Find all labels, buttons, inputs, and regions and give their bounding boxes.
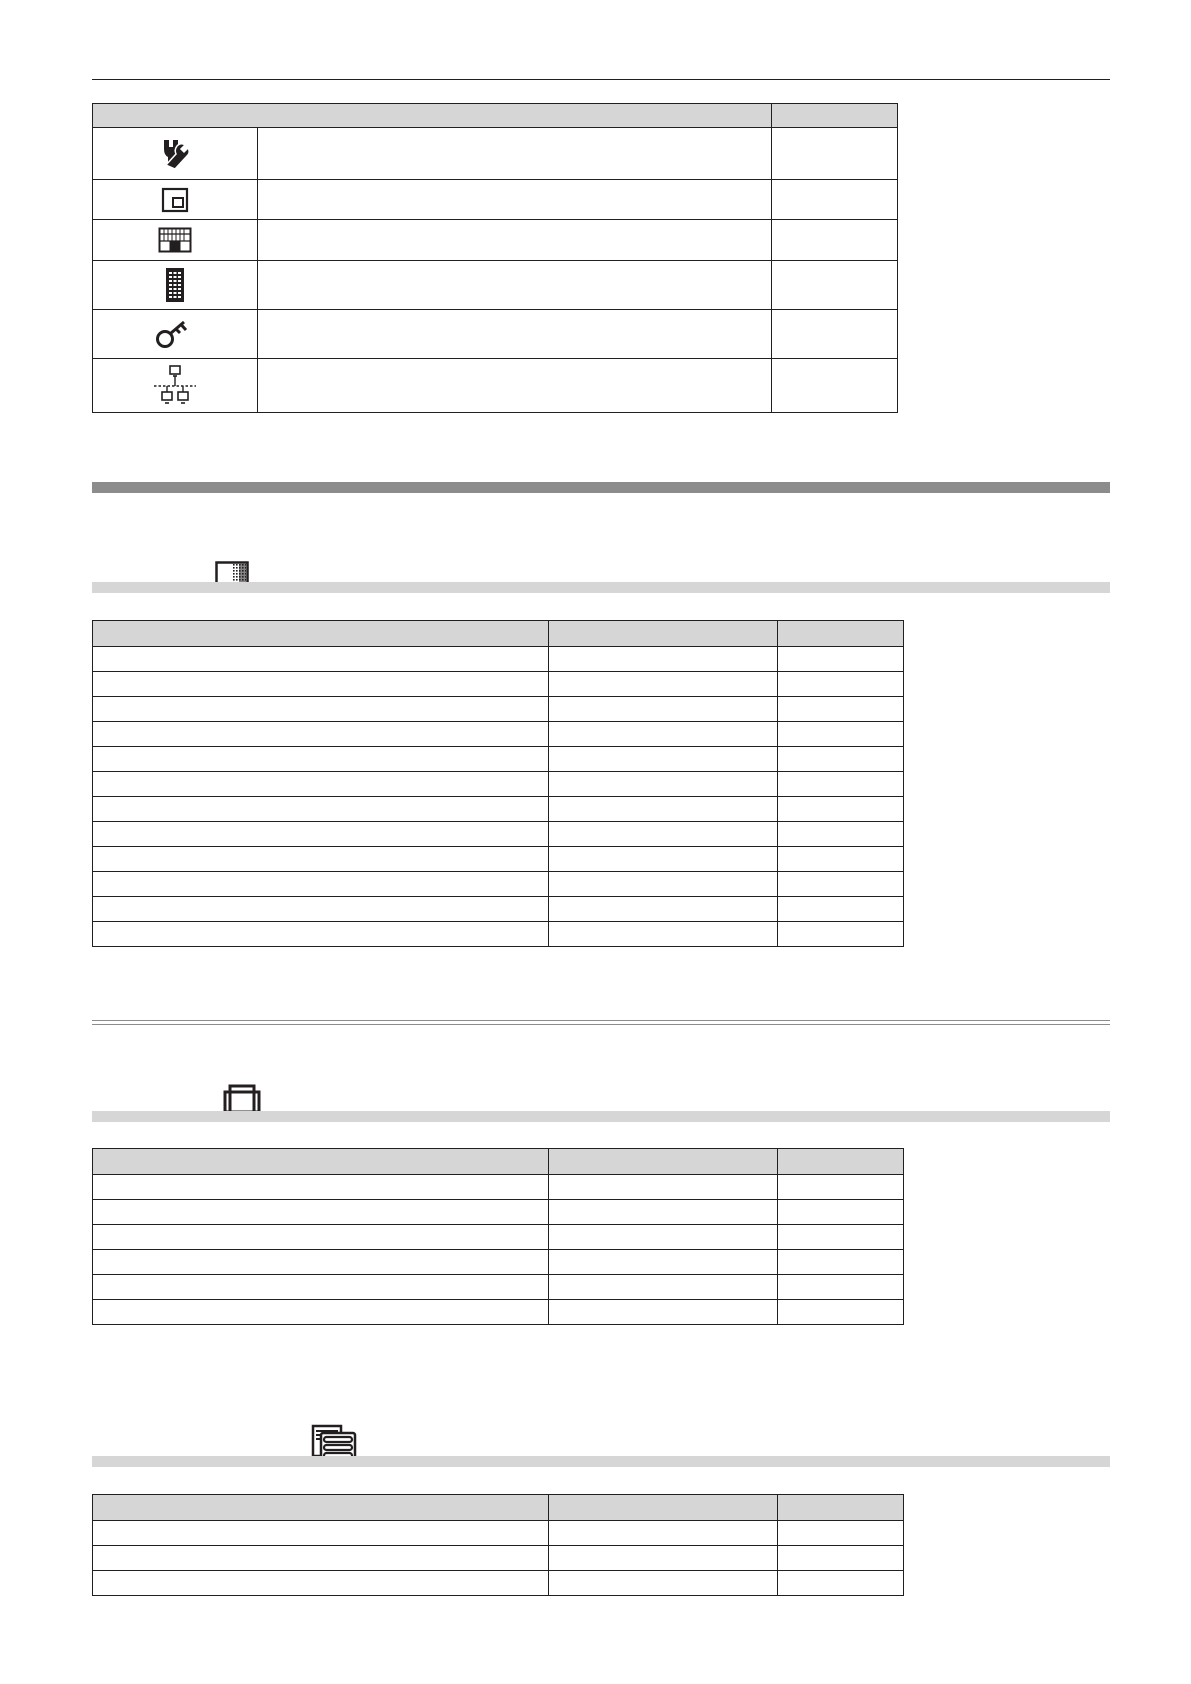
table-cell: [549, 672, 778, 697]
table-row: [93, 1571, 904, 1596]
table-cell: [549, 872, 778, 897]
icon-desc: [258, 220, 772, 261]
table-cell: [778, 897, 904, 922]
table-cell: [549, 1521, 778, 1546]
table-row: [93, 1225, 904, 1250]
icon-cell: [93, 261, 258, 310]
table-cell: [93, 922, 549, 947]
table-cell: [778, 1546, 904, 1571]
icon-cell: [93, 310, 258, 359]
icon-desc: [258, 310, 772, 359]
table-row: [93, 220, 898, 261]
column-header: [778, 1149, 904, 1175]
icon-table: [92, 103, 898, 413]
table-cell: [93, 647, 549, 672]
table-cell: [778, 797, 904, 822]
table-cell: [778, 1275, 904, 1300]
table-row: [93, 872, 904, 897]
table-cell: [93, 772, 549, 797]
icon-value: [772, 128, 898, 180]
icon-cell: [93, 128, 258, 180]
column-header: [778, 621, 904, 647]
table-cell: [549, 747, 778, 772]
table-cell: [93, 847, 549, 872]
building-icon: [93, 267, 257, 303]
section-divider-double: [92, 1020, 1110, 1025]
table-cell: [778, 1175, 904, 1200]
table-cell: [93, 722, 549, 747]
table-cell: [549, 1275, 778, 1300]
table-cell: [93, 1175, 549, 1200]
table-cell: [778, 1200, 904, 1225]
table-cell: [549, 722, 778, 747]
section3-subheading-bar: [92, 1456, 1110, 1467]
key-icon: [93, 319, 257, 349]
table-cell: [778, 1225, 904, 1250]
table-cell: [93, 1571, 549, 1596]
table-row: [93, 1175, 904, 1200]
table-cell: [778, 822, 904, 847]
icon-value: [772, 220, 898, 261]
table-cell: [778, 847, 904, 872]
table-row: [93, 359, 898, 413]
table-cell: [549, 647, 778, 672]
table-cell: [778, 922, 904, 947]
multi-display-grid-icon: [93, 227, 257, 253]
icon-cell: [93, 180, 258, 220]
table-cell: [778, 1300, 904, 1325]
section2-table: [92, 1148, 904, 1325]
wrench-plug-icon: [93, 136, 257, 172]
table-row: [93, 1300, 904, 1325]
table-row: [93, 1250, 904, 1275]
column-header: [778, 1495, 904, 1521]
column-header: [549, 1495, 778, 1521]
table-cell: [778, 772, 904, 797]
table-row: [93, 647, 904, 672]
table-cell: [549, 1175, 778, 1200]
table-cell: [778, 672, 904, 697]
icon-cell: [93, 220, 258, 261]
icon-desc: [258, 128, 772, 180]
table-cell: [549, 1200, 778, 1225]
table-cell: [93, 697, 549, 722]
table-cell: [549, 1250, 778, 1275]
table-row: [93, 1546, 904, 1571]
table-cell: [549, 1571, 778, 1596]
table-row: [93, 822, 904, 847]
table-cell: [93, 1521, 549, 1546]
table-cell: [93, 1275, 549, 1300]
table-row: [93, 747, 904, 772]
table-cell: [93, 1225, 549, 1250]
table-cell: [549, 1300, 778, 1325]
column-header: [93, 1495, 549, 1521]
table-row: [93, 261, 898, 310]
table-cell: [778, 1521, 904, 1546]
table-cell: [93, 1200, 549, 1225]
picture-in-picture-icon: [93, 187, 257, 213]
table-cell: [93, 797, 549, 822]
icon-value: [772, 261, 898, 310]
network-icon: [93, 364, 257, 408]
table-row: [93, 672, 904, 697]
section-divider: [92, 482, 1110, 493]
table-row: [93, 128, 898, 180]
section3-table: [92, 1494, 904, 1596]
table-cell: [93, 1300, 549, 1325]
table-cell: [778, 722, 904, 747]
column-header: [549, 621, 778, 647]
icon-cell: [93, 359, 258, 413]
table-cell: [549, 772, 778, 797]
table-cell: [549, 1225, 778, 1250]
section2-subheading-bar: [92, 1111, 1110, 1122]
table-row: [93, 722, 904, 747]
table-cell: [93, 1546, 549, 1571]
table-row: [93, 310, 898, 359]
table-cell: [93, 747, 549, 772]
table-cell: [549, 897, 778, 922]
icon-desc: [258, 359, 772, 413]
column-header: [93, 1149, 549, 1175]
column-header: [93, 621, 549, 647]
table-row: [93, 922, 904, 947]
table-cell: [778, 697, 904, 722]
column-header: [549, 1149, 778, 1175]
table-cell: [93, 872, 549, 897]
icon-value: [772, 359, 898, 413]
table-cell: [778, 1571, 904, 1596]
table-cell: [549, 847, 778, 872]
table-cell: [93, 897, 549, 922]
table-cell: [549, 922, 778, 947]
table-cell: [549, 797, 778, 822]
icon-desc: [258, 261, 772, 310]
table-row: [93, 1521, 904, 1546]
table-cell: [93, 672, 549, 697]
table-cell: [93, 822, 549, 847]
table-cell: [549, 822, 778, 847]
table-row: [93, 180, 898, 220]
icon-value: [772, 180, 898, 220]
table-cell: [778, 647, 904, 672]
table-row: [93, 1200, 904, 1225]
icon-table-header-value: [772, 104, 898, 128]
icon-table-header-desc: [93, 104, 772, 128]
table-row: [93, 1275, 904, 1300]
table-row: [93, 797, 904, 822]
icon-desc: [258, 180, 772, 220]
table-cell: [549, 697, 778, 722]
table-row: [93, 772, 904, 797]
table-row: [93, 847, 904, 872]
table-cell: [778, 747, 904, 772]
icon-value: [772, 310, 898, 359]
table-cell: [549, 1546, 778, 1571]
table-cell: [778, 872, 904, 897]
table-cell: [93, 1250, 549, 1275]
section1-table: [92, 620, 904, 947]
section1-subheading-bar: [92, 582, 1110, 593]
table-cell: [778, 1250, 904, 1275]
table-row: [93, 897, 904, 922]
table-row: [93, 697, 904, 722]
page-top-rule: [92, 79, 1110, 80]
